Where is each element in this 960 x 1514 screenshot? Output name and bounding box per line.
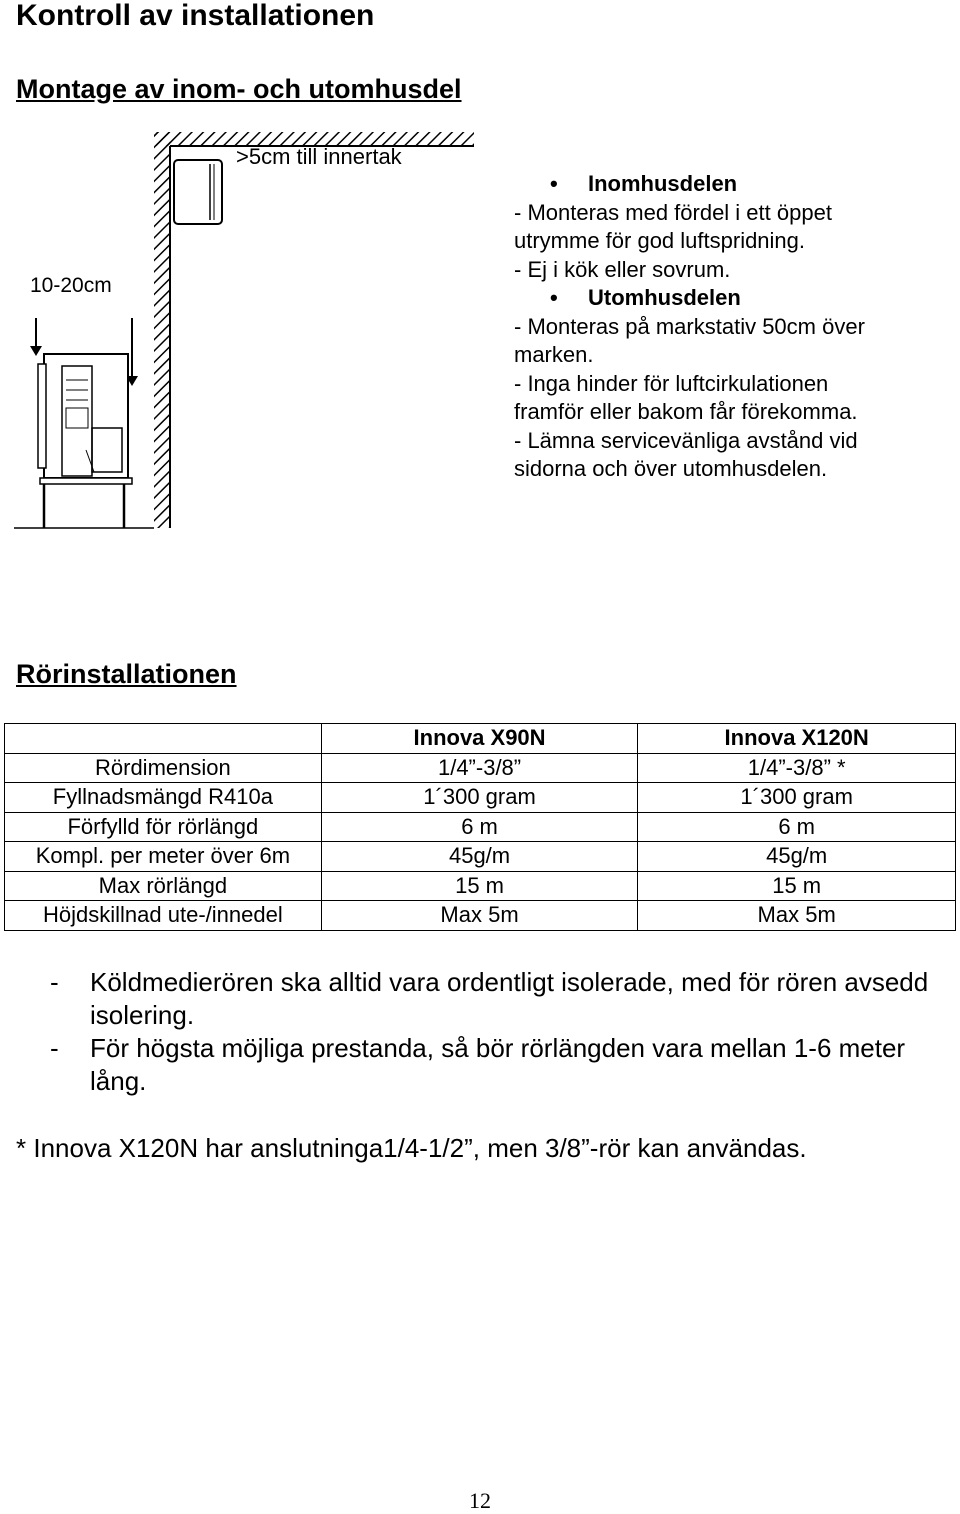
list-dash: - [50, 967, 59, 997]
list-item-text: Köldmedierören ska alltid vara ordentligt isolerade, med för rören avsedd isolering. [90, 967, 929, 1030]
ceiling-clearance-label: >5cm till innertak [236, 144, 402, 169]
note-line: - Lämna servicevänliga avstånd vid [514, 427, 858, 453]
table-cell: 45g/m [638, 842, 956, 872]
table-cell: 15 m [638, 871, 956, 901]
side-clearance-label: 10-20cm [30, 274, 112, 297]
bullet-item-indoor [514, 170, 944, 199]
table-row [5, 842, 956, 872]
outdoor-unit-drawing [38, 354, 128, 478]
footnote: * Innova X120N har anslutninga1/4-1/2”, men 3/8”-rör kan användas. [16, 1133, 807, 1163]
table-row [5, 783, 956, 813]
indoor-heading: Inomhusdelen [588, 171, 738, 196]
installation-notes [514, 170, 944, 484]
section-title-mounting: Montage av inom- och utomhusdel [16, 74, 462, 104]
table-cell: 1´300 gram [638, 783, 956, 813]
table-cell: Rördimension [5, 753, 322, 783]
bullet-item-outdoor [514, 284, 944, 313]
table-cell: 6 m [638, 812, 956, 842]
note-line: - Monteras på markstativ 50cm över [514, 313, 865, 339]
table-cell: Fyllnadsmängd R410a [5, 783, 322, 813]
bullet-dot: • [550, 285, 558, 310]
page-number: 12 [469, 1488, 491, 1513]
table-cell: 1´300 gram [321, 783, 638, 813]
list-item [50, 1032, 940, 1098]
table-cell: 1/4”-3/8” * [638, 753, 956, 783]
table-row [5, 901, 956, 931]
note-line: - Ej i kök eller sovrum. [514, 256, 731, 282]
ground-stand [14, 478, 154, 528]
note-line: utrymme för god luftspridning. [514, 228, 806, 253]
table-cell: 45g/m [321, 842, 638, 872]
table-row [5, 871, 956, 901]
table-cell: Max 5m [321, 901, 638, 931]
table-cell: Kompl. per meter över 6m [5, 842, 322, 872]
table-row [5, 753, 956, 783]
pipe-spec-table [4, 723, 956, 931]
table-header-row [5, 724, 956, 754]
list-item [50, 966, 940, 1032]
table-cell: Förfylld för rörlängd [5, 812, 322, 842]
table-header-cell [5, 724, 322, 754]
table-header-cell: Innova X120N [638, 724, 956, 754]
list-dash: - [50, 1033, 59, 1063]
note-line: marken. [514, 342, 594, 367]
table-header-cell: Innova X90N [321, 724, 638, 754]
note-line: - Monteras med fördel i ett öppet [514, 199, 832, 225]
table-cell: 6 m [321, 812, 638, 842]
list-item-text: För högsta möjliga prestanda, så bör rörlängden vara mellan 1-6 meter lång. [90, 1033, 906, 1096]
note-line: sidorna och över utomhusdelen. [514, 456, 828, 481]
outdoor-heading: Utomhusdelen [588, 285, 741, 310]
table-cell: Max 5m [638, 901, 956, 931]
table-cell: Höjdskillnad ute-/innedel [5, 901, 322, 931]
installation-diagram [14, 128, 484, 533]
table-cell: 15 m [321, 871, 638, 901]
bullet-dot: • [550, 171, 558, 196]
indoor-unit-drawing [174, 160, 222, 224]
table-cell: 1/4”-3/8” [321, 753, 638, 783]
table-row [5, 812, 956, 842]
section-title-piping: Rörinstallationen [16, 659, 237, 689]
table-cell: Max rörlängd [5, 871, 322, 901]
note-line: - Inga hinder för luftcirkulationen [514, 370, 829, 396]
note-line: framför eller bakom får förekomma. [514, 399, 858, 424]
remarks-list [50, 966, 940, 1098]
page-title: Kontroll av installationen [16, 0, 375, 32]
